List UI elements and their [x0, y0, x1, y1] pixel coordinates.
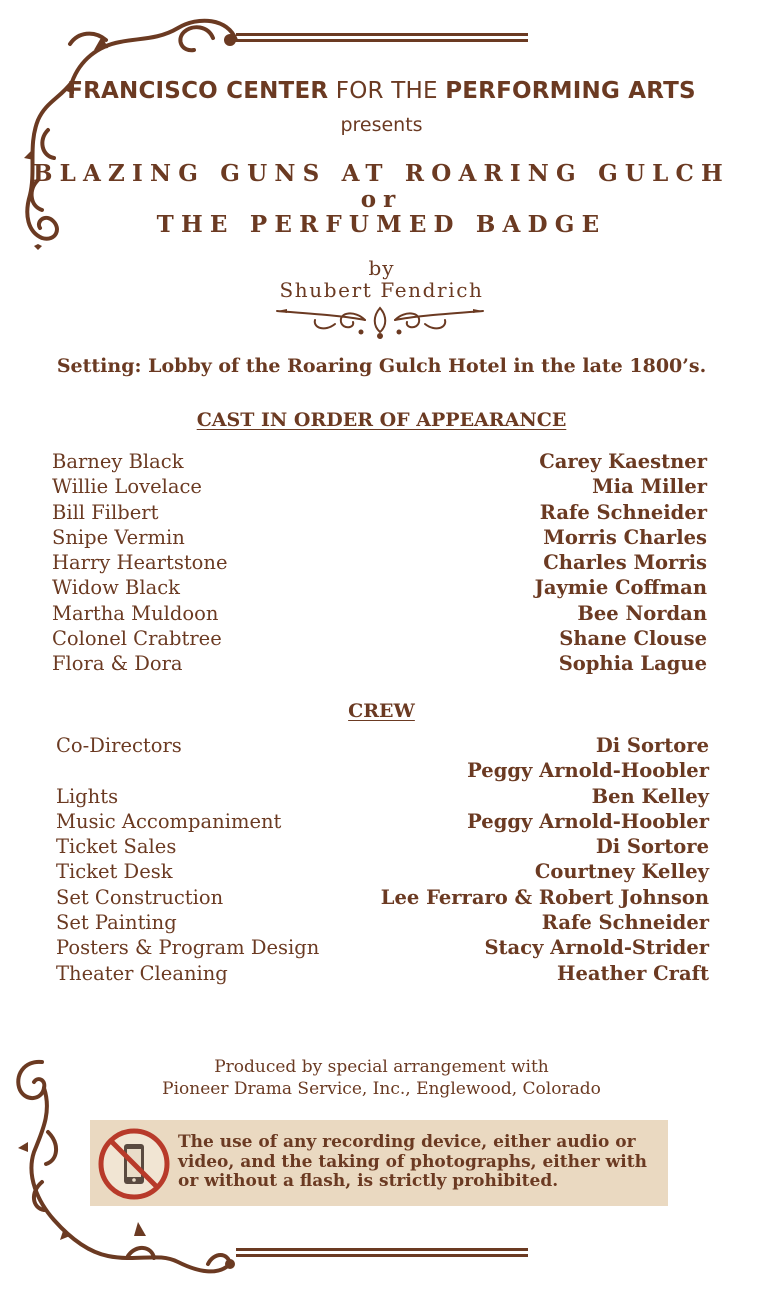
crew-role: Ticket Desk	[56, 860, 173, 884]
crew-role	[56, 758, 319, 783]
cast-role: Colonel Crabtree	[52, 627, 222, 651]
crew-person: Di Sortore	[595, 835, 709, 859]
crew-person: Ben Kelley	[591, 784, 709, 808]
double-rule-bottom	[236, 1248, 528, 1258]
crew-person: Stacy Arnold-Strider	[484, 936, 709, 960]
presents-text: presents	[340, 114, 423, 136]
venue-name-part3: PERFORMING ARTS	[445, 78, 696, 104]
cast-role: Willie Lovelace	[52, 475, 202, 499]
crew-heading: CREW	[348, 700, 415, 722]
cast-role: Flora & Dora	[52, 652, 183, 676]
crew-role: Lights	[56, 784, 119, 808]
cast-actor: Shane Clouse	[559, 627, 707, 651]
cast-actor: Bee Nordan	[577, 601, 707, 625]
recording-notice-text	[178, 1133, 664, 1192]
notice-line1: The use of any recording device, either audio or	[178, 1132, 636, 1152]
cast-role: Harry Heartstone	[52, 551, 228, 575]
venue-name	[0, 78, 763, 104]
production-credit-line2: Pioneer Drama Service, Inc., Englewood, Colorado	[162, 1079, 601, 1099]
crew-role: Set Painting	[56, 911, 177, 935]
cast-actor: Charles Morris	[543, 551, 707, 575]
cast-actor: Carey Kaestner	[539, 450, 707, 473]
by-text: by	[368, 256, 395, 280]
crew-person: Courtney Kelley	[534, 860, 709, 884]
crew-person: Peggy Arnold-Hoobler	[467, 809, 709, 833]
cast-role: Bill Filbert	[52, 500, 159, 524]
play-title-or: or	[360, 186, 403, 213]
cast-role: Snipe Vermin	[52, 525, 185, 549]
cast-role: Widow Black	[52, 576, 180, 600]
cast-actor: Rafe Schneider	[539, 500, 707, 524]
crew-role: Music Accompaniment	[56, 809, 282, 833]
crew-person: Di Sortore	[595, 734, 709, 757]
crew-person: Peggy Arnold-Hoobler	[467, 759, 709, 783]
crew-person: Lee Ferraro & Robert Johnson	[380, 885, 709, 909]
cast-role-list	[52, 449, 228, 677]
cast-actor-list	[535, 449, 707, 677]
play-title-line2: THE PERFUMED BADGE	[156, 211, 607, 238]
crew-role: Co-Directors	[56, 734, 182, 757]
no-phone-icon	[96, 1126, 172, 1202]
production-credit-line1: Produced by special arrangement with	[214, 1057, 549, 1077]
crew-role-list	[56, 733, 319, 986]
setting-text: Setting: Lobby of the Roaring Gulch Hotel in the late 1800’s.	[56, 355, 707, 377]
notice-line2: video, and the taking of photographs, either with	[178, 1151, 647, 1172]
cast-actor: Sophia Lague	[558, 652, 707, 676]
venue-name-part2: FOR THE	[328, 78, 446, 104]
crew-person-list	[381, 733, 709, 986]
double-rule-top	[236, 33, 528, 43]
cast-role: Barney Black	[52, 450, 184, 473]
cast-actor: Jaymie Coffman	[534, 576, 707, 600]
author-name: Shubert Fendrich	[279, 278, 484, 302]
crew-role: Theater Cleaning	[56, 961, 228, 985]
cast-actor: Morris Charles	[543, 525, 707, 549]
flourish-divider	[275, 302, 485, 340]
crew-person: Heather Craft	[557, 961, 709, 985]
play-title-line1: BLAZING GUNS AT ROARING GULCH	[33, 160, 730, 187]
venue-name-part1: FRANCISCO CENTER	[67, 78, 329, 104]
cast-role: Martha Muldoon	[52, 601, 219, 625]
crew-person: Rafe Schneider	[541, 911, 709, 935]
crew-role: Posters & Program Design	[56, 936, 320, 960]
cast-actor: Mia Miller	[592, 475, 707, 499]
crew-role: Ticket Sales	[56, 835, 177, 859]
crew-role: Set Construction	[56, 885, 224, 909]
notice-line3: or without a flash, is strictly prohibited.	[178, 1171, 559, 1191]
cast-heading: CAST IN ORDER OF APPEARANCE	[196, 409, 567, 431]
